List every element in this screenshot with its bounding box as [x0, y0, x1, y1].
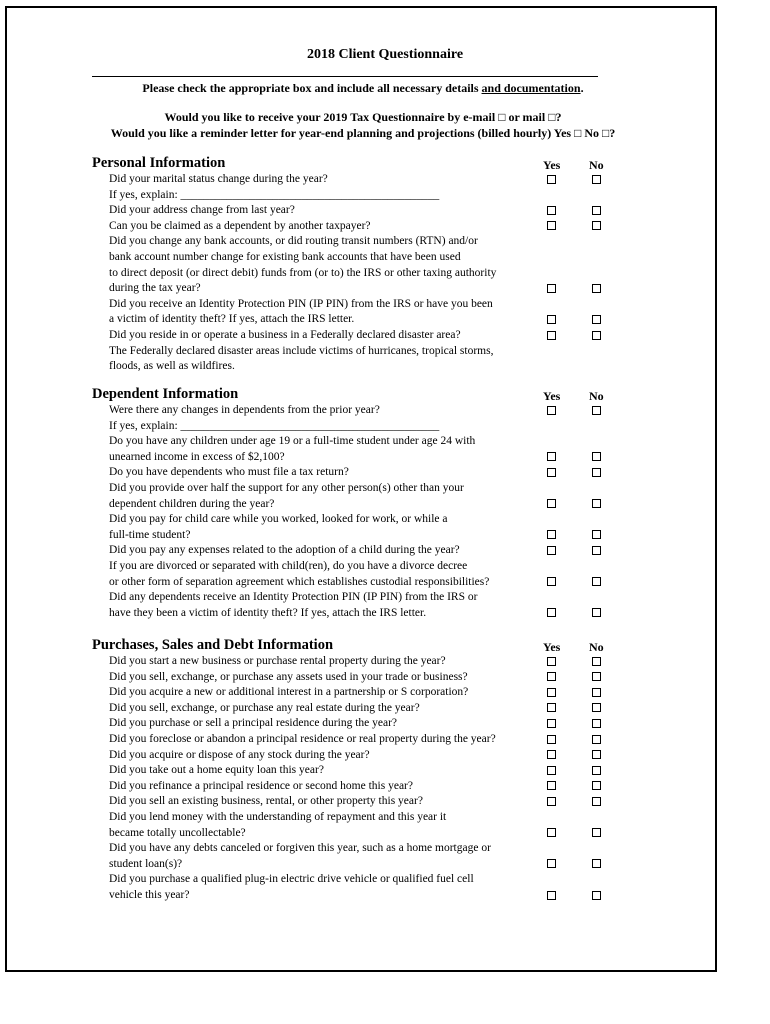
section-heading: [92, 155, 652, 172]
question-row: [92, 297, 549, 328]
question-text: Did you take out a home equity loan this year?: [109, 764, 324, 777]
question-row: [92, 872, 549, 903]
yes-checkbox[interactable]: [547, 828, 556, 837]
no-checkbox[interactable]: [592, 284, 601, 293]
no-checkbox[interactable]: [592, 859, 601, 868]
no-checkbox[interactable]: [592, 452, 601, 461]
yes-checkbox[interactable]: [547, 546, 556, 555]
yes-checkbox[interactable]: [547, 750, 556, 759]
yes-checkbox[interactable]: [547, 672, 556, 681]
question-text: Did you have any debts canceled or forgiven this year, such as a home mortgage or student loan(s)?: [109, 842, 491, 870]
no-checkbox[interactable]: [592, 672, 601, 681]
no-checkbox[interactable]: [592, 468, 601, 477]
question-text: Did any dependents receive an Identity Protection PIN (IP PIN) from the IRS or have they been a victim of identity theft? If yes, attach the IRS letter.: [109, 591, 478, 619]
question-text: Did you pay for child care while you worked, looked for work, or while a full-time student?: [109, 513, 448, 541]
section-title: Purchases, Sales and Debt Information: [92, 637, 334, 653]
yes-checkbox[interactable]: [547, 657, 556, 666]
yes-checkbox[interactable]: [547, 577, 556, 586]
section-heading: [92, 637, 652, 654]
no-checkbox[interactable]: [592, 688, 601, 697]
no-checkbox[interactable]: [592, 781, 601, 790]
question-text: Did you sell, exchange, or purchase any real estate during the year?: [109, 701, 420, 714]
yes-checkbox[interactable]: [547, 468, 556, 477]
question-row: [92, 779, 549, 795]
yes-checkbox[interactable]: [547, 781, 556, 790]
question-text: Did you reside in or operate a business in a Federally declared disaster area?: [109, 328, 461, 341]
no-checkbox[interactable]: [592, 828, 601, 837]
question-row: [92, 219, 549, 235]
documentation-emphasis: and documentation: [481, 81, 581, 95]
no-checkbox[interactable]: [592, 719, 601, 728]
note-row: [92, 188, 549, 204]
question-row: [92, 403, 549, 419]
yes-checkbox[interactable]: [547, 530, 556, 539]
yes-column-header: Yes: [543, 158, 561, 172]
question-text: Did you sell, exchange, or purchase any assets used in your trade or business?: [109, 670, 468, 683]
question-row: [92, 328, 549, 344]
no-checkbox[interactable]: [592, 499, 601, 508]
yes-column-header: Yes: [543, 389, 561, 403]
no-checkbox[interactable]: [592, 315, 601, 324]
no-column-header: No: [589, 640, 604, 654]
question-text: Did you sell an existing business, rental, or other property this year?: [109, 795, 423, 808]
email-preference-line: Would you like to receive your 2019 Tax Questionnaire by e-mail □ or mail □?: [164, 110, 562, 124]
question-row: [92, 172, 549, 188]
question-row: [92, 670, 549, 686]
question-row: [92, 701, 549, 717]
no-column-header: No: [589, 158, 604, 172]
section-personal-information: [92, 155, 652, 375]
question-row: [92, 203, 549, 219]
no-checkbox[interactable]: [592, 608, 601, 617]
explanation-text: If yes, explain: _____________________________________________: [109, 188, 440, 201]
no-checkbox[interactable]: [592, 891, 601, 900]
no-checkbox[interactable]: [592, 703, 601, 712]
question-text: Did your address change from last year?: [109, 204, 295, 217]
question-text: Did your marital status change during the year?: [109, 173, 328, 185]
question-text: Were there any changes in dependents from the prior year?: [109, 404, 380, 416]
no-column-header: No: [589, 389, 604, 403]
yes-checkbox[interactable]: [547, 452, 556, 461]
yes-checkbox[interactable]: [547, 797, 556, 806]
question-text: Did you purchase a qualified plug-in electric drive vehicle or qualified fuel cell vehicle this year?: [109, 873, 474, 901]
yes-checkbox[interactable]: [547, 331, 556, 340]
no-checkbox[interactable]: [592, 657, 601, 666]
no-checkbox[interactable]: [592, 577, 601, 586]
question-row: [92, 590, 549, 621]
question-text: Did you provide over half the support for any other person(s) other than your dependent children during the year?: [109, 481, 464, 510]
title-divider: [92, 76, 598, 77]
instruction-text: Please check the appropriate box and include all necessary details: [142, 81, 482, 95]
yes-checkbox[interactable]: [547, 175, 556, 184]
yes-checkbox[interactable]: [547, 499, 556, 508]
question-text: Did you lend money with the understanding of repayment and this year it became totally uncollectable?: [109, 810, 447, 839]
yes-checkbox[interactable]: [547, 735, 556, 744]
question-text: Did you acquire a new or additional interest in a partnership or S corporation?: [109, 686, 469, 699]
no-checkbox[interactable]: [592, 750, 601, 759]
question-text: Did you refinance a principal residence or second home this year?: [109, 779, 413, 792]
no-checkbox[interactable]: [592, 331, 601, 340]
question-row: [92, 716, 549, 732]
question-text: Did you foreclose or abandon a principal residence or real property during the year?: [109, 732, 496, 745]
explanation-text: The Federally declared disaster areas include victims of hurricanes, tropical storms, floods, as well as wildfires.: [109, 344, 494, 373]
instruction-line: [0, 81, 726, 96]
no-checkbox[interactable]: [592, 797, 601, 806]
section-heading: [92, 386, 652, 403]
explanation-text: If yes, explain: _____________________________________________: [109, 419, 440, 432]
question-text: Can you be claimed as a dependent by another taxpayer?: [109, 219, 371, 232]
section-title: Dependent Information: [92, 386, 239, 402]
question-text: Did you acquire or dispose of any stock during the year?: [109, 748, 370, 761]
yes-checkbox[interactable]: [547, 859, 556, 868]
page-title: 2018 Client Questionnaire: [306, 47, 464, 62]
question-row: [92, 748, 549, 764]
yes-checkbox[interactable]: [547, 608, 556, 617]
note-row: [92, 419, 549, 435]
question-row: [92, 654, 549, 670]
no-checkbox[interactable]: [592, 766, 601, 775]
section-title: Personal Information: [92, 155, 226, 171]
yes-checkbox[interactable]: [547, 688, 556, 697]
no-checkbox[interactable]: [592, 530, 601, 539]
yes-checkbox[interactable]: [547, 703, 556, 712]
no-checkbox[interactable]: [592, 546, 601, 555]
yes-checkbox[interactable]: [547, 719, 556, 728]
question-text: Did you start a new business or purchase rental property during the year?: [109, 655, 446, 667]
reminder-preference-line: Would you like a reminder letter for year-end planning and projections (billed hourly) Yes □ No □?: [110, 126, 616, 140]
yes-column-header: Yes: [543, 640, 561, 654]
question-text: Did you receive an Identity Protection PIN (IP PIN) from the IRS or have you been a victim of identity theft? If yes, attach the IRS letter.: [109, 297, 493, 326]
question-text: Did you purchase or sell a principal residence during the year?: [109, 717, 398, 730]
yes-checkbox[interactable]: [547, 891, 556, 900]
question-row: [92, 732, 549, 748]
yes-checkbox[interactable]: [547, 284, 556, 293]
yes-checkbox[interactable]: [547, 221, 556, 230]
no-checkbox[interactable]: [592, 206, 601, 215]
question-text: Did you pay any expenses related to the adoption of a child during the year?: [109, 544, 460, 557]
question-text: If you are divorced or separated with child(ren), do you have a divorce decree or other form of separation agreement which establishes custodial responsibilities?: [109, 559, 490, 588]
section-dependent-information: [92, 386, 652, 621]
question-row: [92, 763, 549, 779]
note-row: [92, 344, 549, 375]
no-checkbox[interactable]: [592, 175, 601, 184]
no-checkbox[interactable]: [592, 735, 601, 744]
instruction-end: .: [580, 81, 584, 95]
question-text: Do you have any children under age 19 or a full-time student under age 24 with unearned income in excess of $2,100?: [109, 435, 476, 463]
question-row: [92, 512, 549, 543]
question-row: [92, 794, 549, 810]
yes-checkbox[interactable]: [547, 766, 556, 775]
question-text: Did you change any bank accounts, or did routing transit numbers (RTN) and/or bank account number change for existing bank accounts that have been used to direct deposit (or direct debit) funds from (or to) the IRS or other taxing authority during the tax year?: [109, 235, 497, 295]
section-purchases-sales-debt: [92, 637, 652, 904]
yes-checkbox[interactable]: [547, 406, 556, 415]
question-row: [92, 559, 549, 590]
question-row: [92, 481, 549, 512]
no-checkbox[interactable]: [592, 221, 601, 230]
question-text: Do you have dependents who must file a tax return?: [109, 466, 349, 479]
question-row: [92, 685, 549, 701]
question-row: [92, 465, 549, 481]
question-row: [92, 234, 549, 296]
question-row: [92, 434, 549, 465]
question-row: [92, 810, 549, 841]
question-row: [92, 543, 549, 559]
yes-checkbox[interactable]: [547, 315, 556, 324]
yes-checkbox[interactable]: [547, 206, 556, 215]
question-row: [92, 841, 549, 872]
no-checkbox[interactable]: [592, 406, 601, 415]
